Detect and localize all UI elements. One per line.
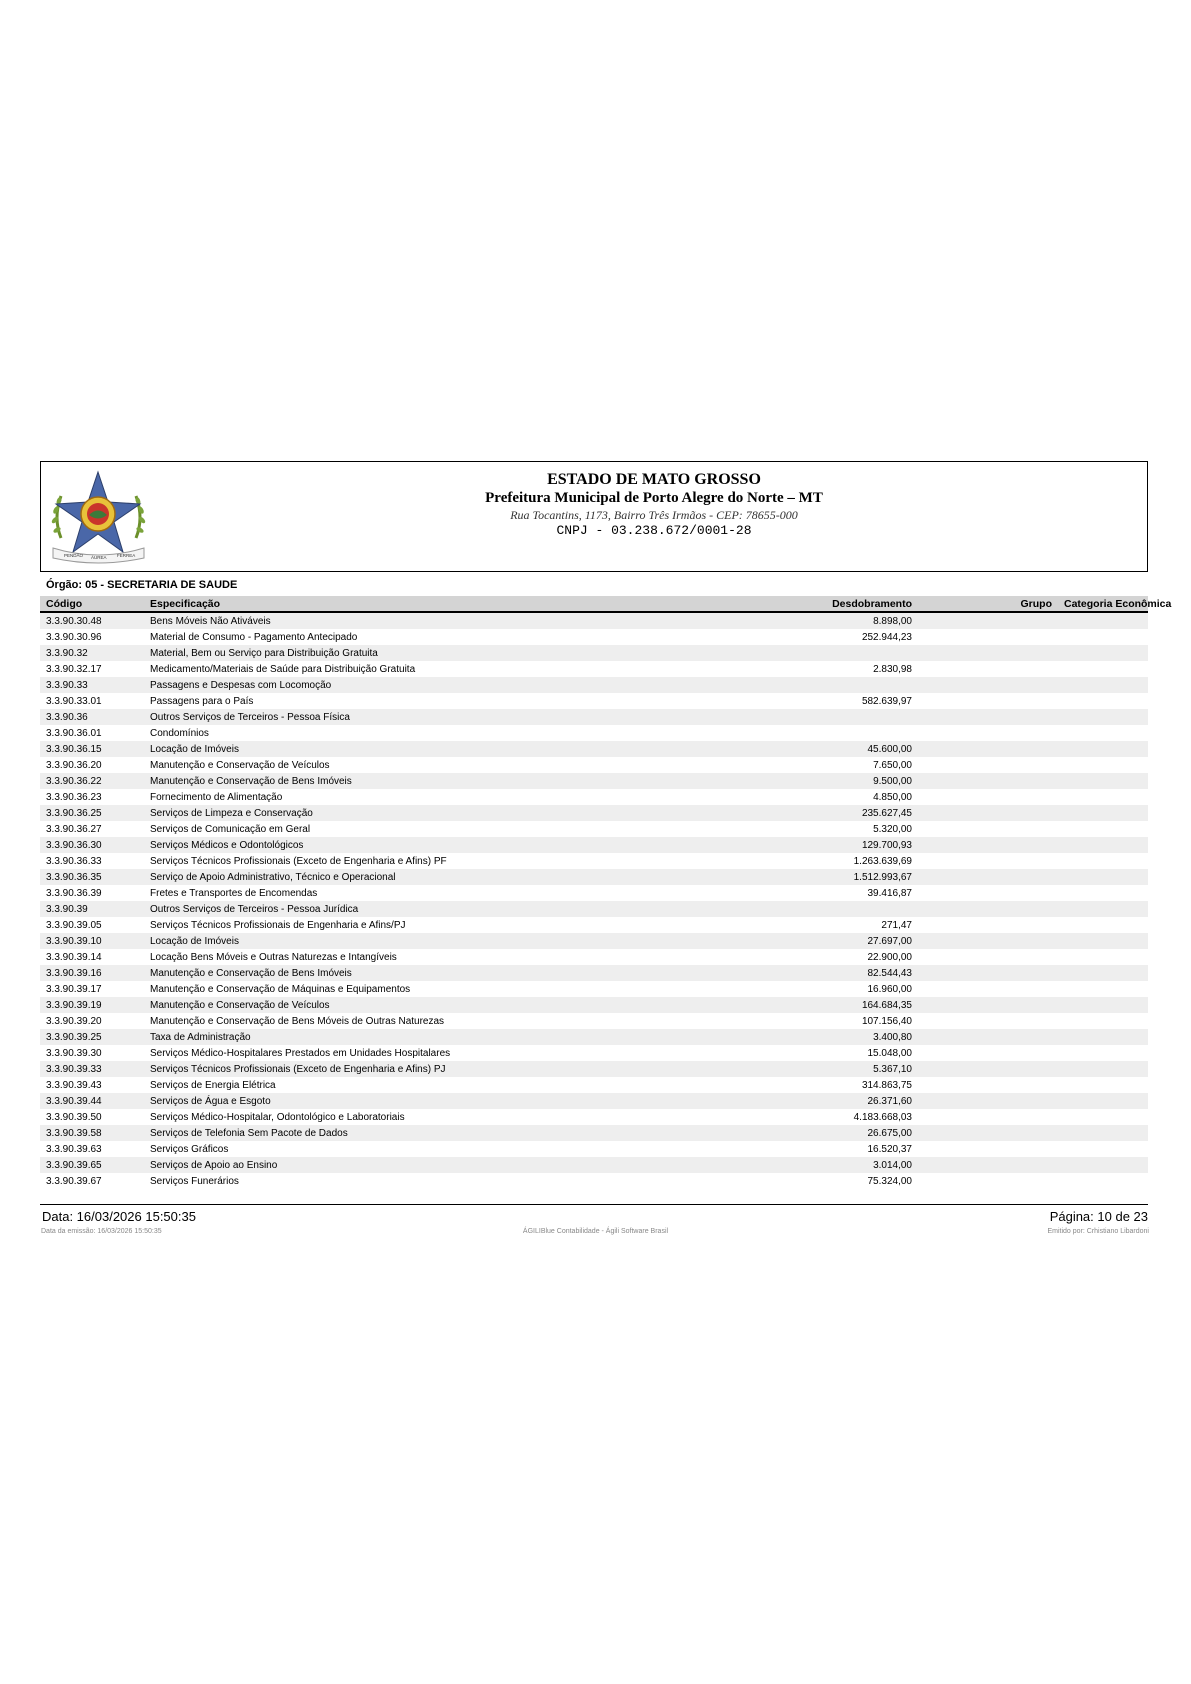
- table-row: [40, 741, 1148, 757]
- cell-grupo: [918, 661, 1058, 677]
- cell-categoria: [1058, 949, 1148, 965]
- cell-especificacao: Serviços Técnicos Profissionais (Exceto de Engenharia e Afins) PF: [150, 855, 447, 867]
- cell-codigo: 3.3.90.39.44: [40, 1093, 144, 1109]
- cell-desdobramento: 1.512.993,67: [694, 869, 918, 885]
- cell-especificacao: Serviços Técnicos Profissionais (Exceto de Engenharia e Afins) PJ: [144, 1061, 694, 1077]
- cell-especificacao: Locação de Imóveis: [144, 933, 694, 949]
- cell-grupo: [918, 645, 1058, 661]
- cell-desdobramento: 9.500,00: [694, 773, 918, 789]
- cell-codigo: 3.3.90.30.96: [46, 631, 102, 643]
- cell-grupo: [918, 997, 1058, 1013]
- cell-especificacao: Serviços Médicos e Odontológicos: [144, 837, 694, 853]
- cell-codigo: 3.3.90.36.27: [46, 823, 102, 835]
- cell-grupo: [918, 757, 1058, 773]
- cell-especificacao: Passagens para o País: [150, 695, 254, 707]
- cell-desdobramento: 271,47: [881, 919, 912, 931]
- cell-grupo: [918, 885, 1058, 901]
- cell-categoria: [1058, 1157, 1148, 1173]
- prefeitura-title: Prefeitura Municipal de Porto Alegre do Norte – MT: [485, 490, 823, 506]
- cell-codigo: 3.3.90.39.20: [46, 1015, 102, 1027]
- cell-desdobramento: 5.320,00: [873, 823, 912, 835]
- cell-desdobramento: 22.900,00: [867, 951, 912, 963]
- cell-categoria: [1058, 629, 1148, 645]
- cell-especificacao: Serviços Médico-Hospitalar, Odontológico e Laboratoriais: [150, 1111, 405, 1123]
- cell-especificacao: Manutenção e Conservação de Bens Imóveis: [144, 773, 694, 789]
- cell-codigo: 3.3.90.39.43: [46, 1079, 102, 1091]
- cell-categoria: [1058, 821, 1148, 837]
- cell-especificacao: Locação Bens Móveis e Outras Naturezas e Intangíveis: [150, 951, 397, 963]
- cell-grupo: [918, 837, 1058, 853]
- table-row: [40, 949, 1148, 965]
- cell-categoria: [1058, 773, 1148, 789]
- cell-categoria: [1058, 853, 1148, 869]
- table-row: [40, 997, 1148, 1013]
- cell-desdobramento: 235.627,45: [694, 805, 918, 821]
- cell-especificacao: Serviço de Apoio Administrativo, Técnico e Operacional: [144, 869, 694, 885]
- cell-especificacao: Bens Móveis Não Ativáveis: [144, 612, 694, 629]
- cell-desdobramento: 107.156,40: [861, 1015, 912, 1027]
- footer-emission-date: Data da emissão: 16/03/2026 15:50:35: [41, 1228, 162, 1235]
- cell-codigo: 3.3.90.36.22: [40, 773, 144, 789]
- cell-especificacao: Medicamento/Materiais de Saúde para Distribuição Gratuita: [150, 663, 416, 675]
- table-row: [40, 965, 1148, 981]
- cell-categoria: [1058, 677, 1148, 693]
- table-row: [40, 837, 1148, 853]
- cell-categoria: [1058, 725, 1148, 741]
- cell-desdobramento: 129.700,93: [694, 837, 918, 853]
- state-title: ESTADO DE MATO GROSSO: [547, 471, 761, 488]
- column-header-categoria: Categoria Econômica: [1058, 596, 1148, 612]
- cell-grupo: [918, 1013, 1058, 1029]
- cell-grupo: [918, 981, 1058, 997]
- cell-grupo: [918, 693, 1058, 709]
- cell-codigo: 3.3.90.33: [40, 677, 144, 693]
- cell-codigo: 3.3.90.39.65: [40, 1157, 144, 1173]
- cell-especificacao: Condomínios: [150, 727, 209, 739]
- cell-grupo: [918, 1029, 1058, 1045]
- cell-codigo: 3.3.90.39.14: [46, 951, 102, 963]
- cell-desdobramento: [694, 901, 918, 917]
- cell-codigo: 3.3.90.39.58: [40, 1125, 144, 1141]
- cell-codigo: 3.3.90.32: [40, 645, 144, 661]
- cell-codigo: 3.3.90.39.05: [46, 919, 102, 931]
- cell-categoria: [1058, 1109, 1148, 1125]
- column-header-codigo: Código: [40, 596, 144, 612]
- cell-desdobramento: 4.850,00: [873, 791, 912, 803]
- cell-codigo: 3.3.90.36.01: [46, 727, 102, 739]
- cell-categoria: [1058, 1173, 1148, 1189]
- cell-categoria: [1058, 612, 1148, 629]
- cell-especificacao: Manutenção e Conservação de Veículos: [150, 759, 330, 771]
- cell-codigo: 3.3.90.39.19: [40, 997, 144, 1013]
- cell-desdobramento: 252.944,23: [861, 631, 912, 643]
- cell-grupo: [918, 1109, 1058, 1125]
- cell-codigo: 3.3.90.39.10: [40, 933, 144, 949]
- cell-desdobramento: 3.400,80: [694, 1029, 918, 1045]
- cell-categoria: [1058, 965, 1148, 981]
- cell-especificacao: Taxa de Administração: [144, 1029, 694, 1045]
- cell-categoria: [1058, 645, 1148, 661]
- cell-desdobramento: 82.544,43: [694, 965, 918, 981]
- cell-codigo: 3.3.90.36.30: [40, 837, 144, 853]
- cell-grupo: [918, 709, 1058, 725]
- cell-grupo: [918, 1141, 1058, 1157]
- cell-categoria: [1058, 757, 1148, 773]
- cell-categoria: [1058, 981, 1148, 997]
- cell-codigo: 3.3.90.36.33: [46, 855, 102, 867]
- cell-especificacao: Serviços Gráficos: [150, 1143, 229, 1155]
- cell-especificacao: Serviços de Apoio ao Ensino: [144, 1157, 694, 1173]
- cell-categoria: [1058, 901, 1148, 917]
- table-row: [40, 1157, 1148, 1173]
- table-row: [40, 1173, 1148, 1189]
- cell-desdobramento: 1.263.639,69: [853, 855, 912, 867]
- table-row: [40, 725, 1148, 741]
- cell-grupo: [918, 1093, 1058, 1109]
- cell-codigo: 3.3.90.30.48: [40, 612, 144, 629]
- table-row: [40, 821, 1148, 837]
- cell-grupo: [918, 773, 1058, 789]
- cell-especificacao: Manutenção e Conservação de Bens Imóveis: [144, 965, 694, 981]
- report-header: [40, 461, 1148, 572]
- cell-grupo: [918, 901, 1058, 917]
- cell-desdobramento: [694, 709, 918, 725]
- cell-desdobramento: 8.898,00: [694, 612, 918, 629]
- cell-grupo: [918, 1125, 1058, 1141]
- cell-desdobramento: 314.863,75: [861, 1079, 912, 1091]
- cell-codigo: 3.3.90.36.25: [40, 805, 144, 821]
- table-row: [40, 1125, 1148, 1141]
- table-row: [40, 917, 1148, 933]
- cell-categoria: [1058, 997, 1148, 1013]
- cell-grupo: [918, 821, 1058, 837]
- cell-categoria: [1058, 885, 1148, 901]
- cell-categoria: [1058, 693, 1148, 709]
- table-row: [40, 1045, 1148, 1061]
- cell-especificacao: Serviços de Água e Esgoto: [144, 1093, 694, 1109]
- cell-especificacao: Material, Bem ou Serviço para Distribuição Gratuita: [144, 645, 694, 661]
- table-row: [40, 885, 1148, 901]
- cell-categoria: [1058, 789, 1148, 805]
- cell-codigo: 3.3.90.36.39: [46, 887, 102, 899]
- cell-codigo: 3.3.90.36.20: [46, 759, 102, 771]
- cell-codigo: 3.3.90.39.30: [46, 1047, 102, 1059]
- cell-codigo: 3.3.90.36.15: [40, 741, 144, 757]
- cell-categoria: [1058, 1141, 1148, 1157]
- cell-desdobramento: 75.324,00: [867, 1175, 912, 1187]
- cell-grupo: [918, 933, 1058, 949]
- cell-categoria: [1058, 709, 1148, 725]
- table-row: [40, 757, 1148, 773]
- table-header-row: [40, 596, 1148, 612]
- cell-categoria: [1058, 869, 1148, 885]
- cell-grupo: [918, 612, 1058, 629]
- cell-grupo: [918, 789, 1058, 805]
- cell-grupo: [918, 805, 1058, 821]
- cell-desdobramento: 15.048,00: [867, 1047, 912, 1059]
- cell-grupo: [918, 1077, 1058, 1093]
- cell-grupo: [918, 949, 1058, 965]
- cell-grupo: [918, 869, 1058, 885]
- cell-codigo: 3.3.90.39.17: [46, 983, 102, 995]
- cell-especificacao: Manutenção e Conservação de Máquinas e Equipamentos: [150, 983, 411, 995]
- cell-codigo: 3.3.90.39: [40, 901, 144, 917]
- cell-desdobramento: 3.014,00: [694, 1157, 918, 1173]
- table-row: [40, 677, 1148, 693]
- cell-desdobramento: 26.675,00: [694, 1125, 918, 1141]
- table-row: [40, 1029, 1148, 1045]
- cell-desdobramento: [694, 645, 918, 661]
- footer-issued-by: Emitido por: Crhistiano Libardoni: [1047, 1228, 1149, 1235]
- cell-especificacao: Serviços Funerários: [150, 1175, 239, 1187]
- svg-text:FERREA: FERREA: [117, 553, 136, 558]
- cell-desdobramento: 7.650,00: [873, 759, 912, 771]
- cell-codigo: 3.3.90.33.01: [46, 695, 102, 707]
- cell-desdobramento: 16.960,00: [867, 983, 912, 995]
- cell-especificacao: Serviços de Energia Elétrica: [150, 1079, 276, 1091]
- svg-text:ÁUREA: ÁUREA: [91, 555, 107, 560]
- cell-grupo: [918, 1157, 1058, 1173]
- table-row: [40, 773, 1148, 789]
- cell-especificacao: Outros Serviços de Terceiros - Pessoa Jurídica: [144, 901, 694, 917]
- cell-grupo: [918, 629, 1058, 645]
- table-row: [40, 1077, 1148, 1093]
- cell-categoria: [1058, 1125, 1148, 1141]
- cell-categoria: [1058, 1029, 1148, 1045]
- cell-desdobramento: 164.684,35: [694, 997, 918, 1013]
- cell-codigo: 3.3.90.36: [40, 709, 144, 725]
- column-header-grupo: Grupo: [918, 596, 1058, 612]
- cell-grupo: [918, 853, 1058, 869]
- table-row: [40, 693, 1148, 709]
- cell-especificacao: Passagens e Despesas com Locomoção: [144, 677, 694, 693]
- table-row: [40, 981, 1148, 997]
- footer-page-number: Página: 10 de 23: [1049, 1209, 1148, 1224]
- table-row: [40, 1141, 1148, 1157]
- table-row: [40, 789, 1148, 805]
- table-row: [40, 805, 1148, 821]
- table-row: [40, 869, 1148, 885]
- cell-grupo: [918, 965, 1058, 981]
- cell-codigo: 3.3.90.36.23: [46, 791, 102, 803]
- cell-desdobramento: 26.371,60: [694, 1093, 918, 1109]
- svg-text:PENDÃO: PENDÃO: [64, 553, 84, 558]
- table-row: [40, 1013, 1148, 1029]
- table-row: [40, 629, 1148, 645]
- table-row: [40, 661, 1148, 677]
- cell-especificacao: Serviços Técnicos Profissionais de Engenharia e Afins/PJ: [150, 919, 406, 931]
- cell-codigo: 3.3.90.39.16: [40, 965, 144, 981]
- cell-especificacao: Fornecimento de Alimentação: [150, 791, 283, 803]
- cell-codigo: 3.3.90.39.67: [46, 1175, 102, 1187]
- cell-categoria: [1058, 805, 1148, 821]
- cell-grupo: [918, 1061, 1058, 1077]
- cell-codigo: 3.3.90.32.17: [46, 663, 102, 675]
- table-row: [40, 901, 1148, 917]
- cell-especificacao: Manutenção e Conservação de Veículos: [144, 997, 694, 1013]
- cell-desdobramento: [694, 677, 918, 693]
- table-row: [40, 709, 1148, 725]
- table-row: [40, 1109, 1148, 1125]
- column-header-desdobramento: Desdobramento: [694, 596, 918, 612]
- cell-especificacao: Locação de Imóveis: [144, 741, 694, 757]
- cell-categoria: [1058, 661, 1148, 677]
- cell-codigo: 3.3.90.39.33: [40, 1061, 144, 1077]
- cell-especificacao: Serviços Médico-Hospitalares Prestados em Unidades Hospitalares: [150, 1047, 451, 1059]
- table-row: [40, 933, 1148, 949]
- cell-codigo: 3.3.90.36.35: [40, 869, 144, 885]
- header-text-block: [41, 470, 1147, 538]
- cell-especificacao: Serviços de Telefonia Sem Pacote de Dados: [144, 1125, 694, 1141]
- cell-categoria: [1058, 1061, 1148, 1077]
- cell-desdobramento: 45.600,00: [694, 741, 918, 757]
- cell-especificacao: Material de Consumo - Pagamento Antecipado: [150, 631, 358, 643]
- address-line: Rua Tocantins, 1173, Bairro Três Irmãos - CEP: 78655-000: [510, 508, 798, 522]
- table-row: [40, 853, 1148, 869]
- table-row: [40, 645, 1148, 661]
- cell-grupo: [918, 741, 1058, 757]
- table-row: [40, 612, 1148, 629]
- footer-software: ÁGILIBlue Contabilidade - Ágili Software Brasil: [522, 1228, 669, 1235]
- cell-categoria: [1058, 741, 1148, 757]
- cell-desdobramento: 582.639,97: [861, 695, 912, 707]
- column-header-especificacao: Especificação: [144, 596, 694, 612]
- cell-desdobramento: 4.183.668,03: [853, 1111, 912, 1123]
- cell-desdobramento: 5.367,10: [694, 1061, 918, 1077]
- cell-especificacao: Manutenção e Conservação de Bens Móveis de Outras Naturezas: [150, 1015, 445, 1027]
- footer-date: Data: 16/03/2026 15:50:35: [42, 1209, 196, 1224]
- cnpj-line: CNPJ - 03.238.672/0001-28: [556, 523, 752, 538]
- cell-especificacao: Serviços de Comunicação em Geral: [150, 823, 311, 835]
- cell-desdobramento: 16.520,37: [867, 1143, 912, 1155]
- cell-codigo: 3.3.90.39.25: [40, 1029, 144, 1045]
- cell-categoria: [1058, 1013, 1148, 1029]
- cell-categoria: [1058, 837, 1148, 853]
- table-row: [40, 1093, 1148, 1109]
- footer-divider: [40, 1204, 1148, 1205]
- orgao-label: Órgão: 05 - SECRETARIA DE SAUDE: [46, 579, 238, 591]
- cell-categoria: [1058, 1045, 1148, 1061]
- cell-codigo: 3.3.90.39.63: [46, 1143, 102, 1155]
- cell-categoria: [1058, 917, 1148, 933]
- table-row: [40, 1061, 1148, 1077]
- cell-grupo: [918, 725, 1058, 741]
- cell-desdobramento: 39.416,87: [867, 887, 912, 899]
- cell-codigo: 3.3.90.39.50: [46, 1111, 102, 1123]
- cell-grupo: [918, 677, 1058, 693]
- cell-desdobramento: [694, 725, 918, 741]
- cell-especificacao: Outros Serviços de Terceiros - Pessoa Física: [144, 709, 694, 725]
- cell-grupo: [918, 1173, 1058, 1189]
- cell-categoria: [1058, 1093, 1148, 1109]
- cell-categoria: [1058, 933, 1148, 949]
- cell-categoria: [1058, 1077, 1148, 1093]
- cell-especificacao: Serviços de Limpeza e Conservação: [144, 805, 694, 821]
- cell-especificacao: Fretes e Transportes de Encomendas: [150, 887, 318, 899]
- cell-desdobramento: 2.830,98: [873, 663, 912, 675]
- cell-grupo: [918, 1045, 1058, 1061]
- cell-desdobramento: 27.697,00: [694, 933, 918, 949]
- cell-grupo: [918, 917, 1058, 933]
- expense-table: [40, 596, 1172, 1189]
